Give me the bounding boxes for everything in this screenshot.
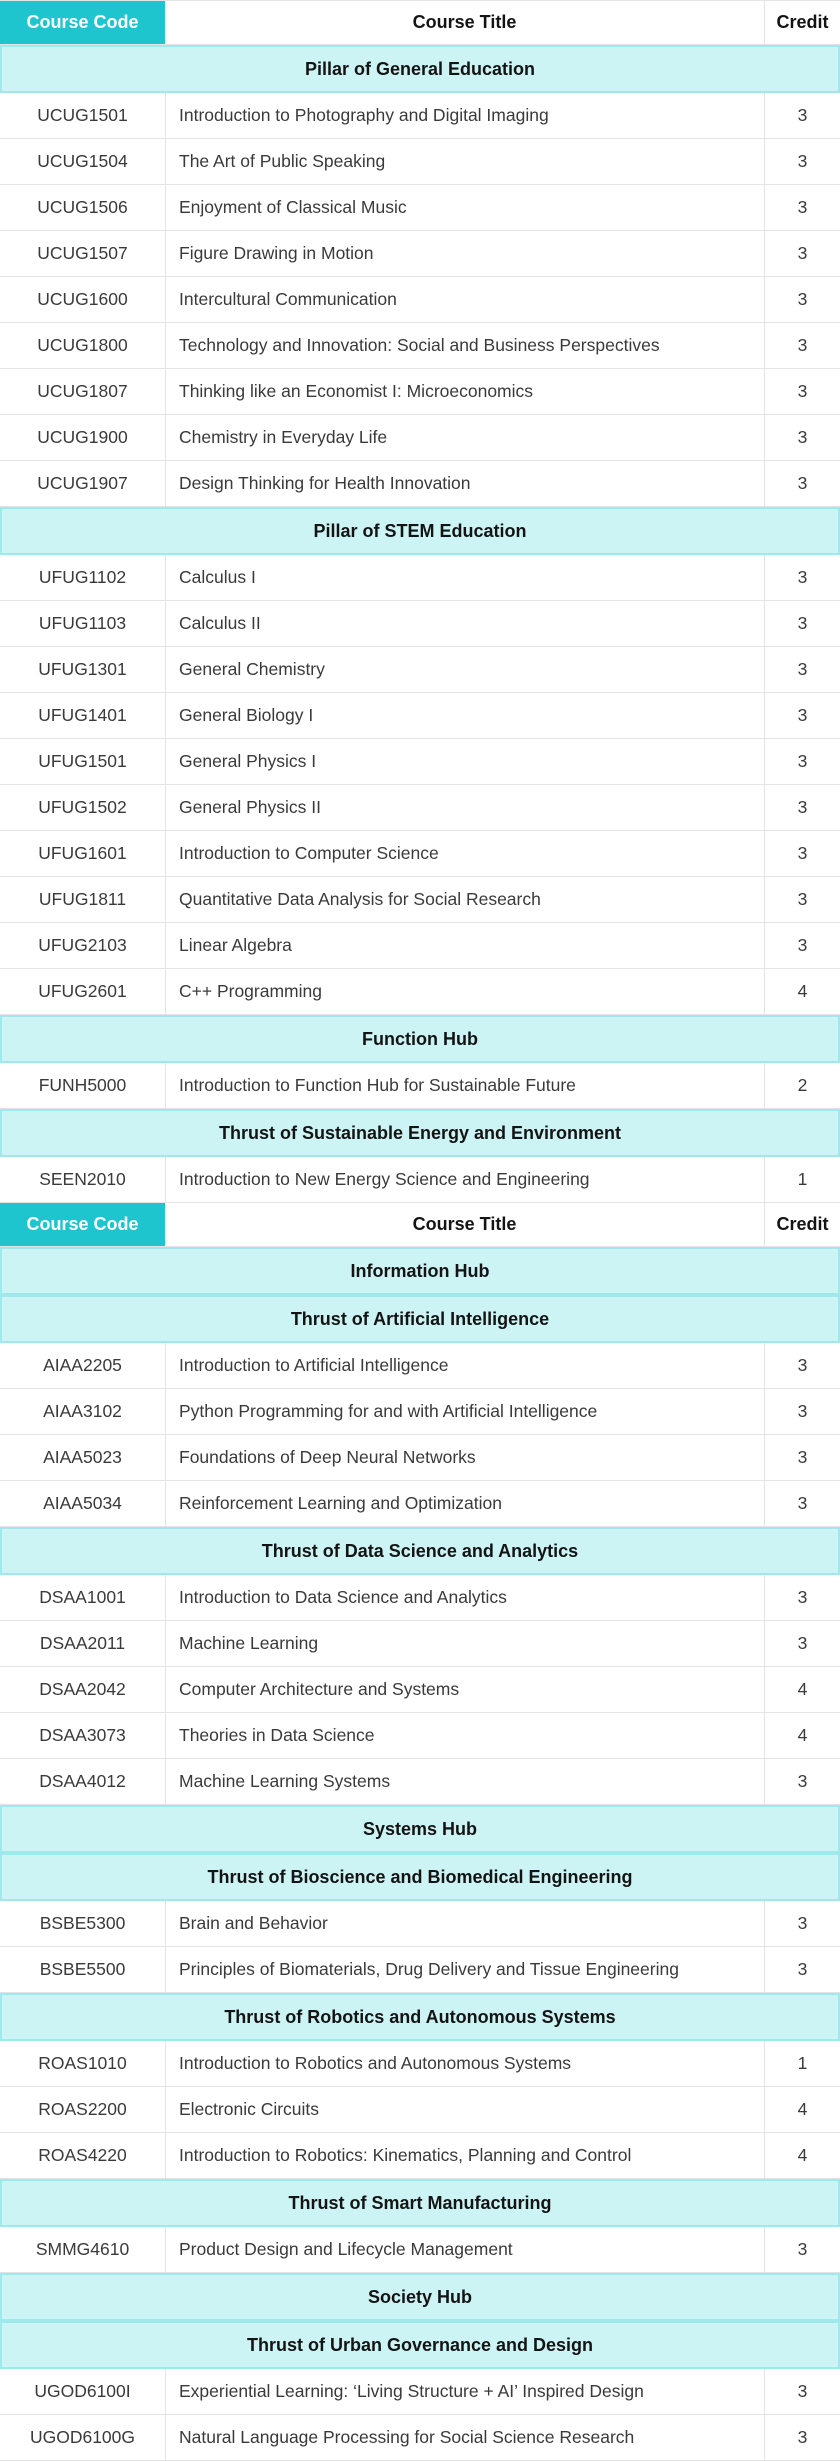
- course-row: [0, 923, 840, 969]
- course-code: ROAS2200: [38, 2099, 127, 2119]
- section-label: Information Hub: [350, 1260, 490, 1281]
- course-row: [0, 185, 840, 231]
- course-title: C++ Programming: [165, 969, 765, 1014]
- section-label: Thrust of Bioscience and Biomedical Engineering: [207, 1866, 633, 1887]
- course-credit: 4: [797, 1725, 808, 1745]
- course-credit: 3: [797, 473, 808, 493]
- course-code: UGOD6100G: [29, 2427, 136, 2447]
- section-label: Thrust of Artificial Intelligence: [290, 1308, 550, 1329]
- course-title: Introduction to Computer Science: [165, 831, 765, 876]
- course-credit: 3: [797, 1771, 808, 1791]
- course-row: [0, 1435, 840, 1481]
- course-row: [0, 785, 840, 831]
- course-title: Calculus I: [165, 555, 765, 600]
- table-header-row: [0, 1, 840, 45]
- course-title: Introduction to New Energy Science and Engineering: [165, 1157, 765, 1202]
- course-row: [0, 555, 840, 601]
- course-credit: 3: [797, 843, 808, 863]
- course-title: The Art of Public Speaking: [165, 139, 765, 184]
- course-title: General Physics II: [165, 785, 765, 830]
- course-credit: 3: [797, 381, 808, 401]
- course-title: General Physics I: [165, 739, 765, 784]
- course-title: Machine Learning Systems: [165, 1759, 765, 1804]
- section-header-row: [0, 1015, 840, 1063]
- header-credit: Credit: [776, 1214, 829, 1234]
- course-row: [0, 277, 840, 323]
- course-credit: 3: [797, 751, 808, 771]
- course-row: [0, 1901, 840, 1947]
- section-header-row: [0, 2179, 840, 2227]
- course-credit: 3: [797, 2427, 808, 2447]
- course-credit: 3: [797, 151, 808, 171]
- course-credit: 3: [797, 1959, 808, 1979]
- header-course-title: Course Title: [165, 1, 765, 44]
- course-code: BSBE5300: [39, 1913, 126, 1933]
- course-code: UCUG1907: [37, 473, 128, 493]
- course-title: Electronic Circuits: [165, 2087, 765, 2132]
- section-label: Function Hub: [362, 1028, 478, 1049]
- course-credit: 3: [797, 797, 808, 817]
- course-code: DSAA2011: [39, 1633, 126, 1653]
- course-credit: 1: [797, 2053, 808, 2073]
- course-credit: 4: [797, 981, 808, 1001]
- course-code: UCUG1600: [37, 289, 128, 309]
- course-credit: 3: [797, 289, 808, 309]
- course-code: UFUG1601: [38, 843, 127, 863]
- course-code: UCUG1900: [37, 427, 128, 447]
- section-header-row: [0, 1805, 840, 1853]
- course-code: DSAA1001: [39, 1587, 126, 1607]
- header-course-code: Course Code: [0, 1203, 165, 1246]
- course-title: Thinking like an Economist I: Microeconomics: [165, 369, 765, 414]
- course-credit: 3: [797, 567, 808, 587]
- course-code: ROAS4220: [38, 2145, 127, 2165]
- course-row: [0, 461, 840, 507]
- section-label: Pillar of General Education: [304, 58, 536, 79]
- course-title: Machine Learning: [165, 1621, 765, 1666]
- section-header-row: [0, 1247, 840, 1295]
- section-label: Society Hub: [367, 2286, 473, 2307]
- course-code: DSAA4012: [39, 1771, 126, 1791]
- section-header-row: [0, 2273, 840, 2321]
- course-row: [0, 601, 840, 647]
- course-code: UCUG1507: [37, 243, 128, 263]
- course-code: UFUG1103: [38, 613, 127, 633]
- section-label: Pillar of STEM Education: [313, 520, 527, 541]
- course-row: [0, 877, 840, 923]
- course-row: [0, 2227, 840, 2273]
- table-header-row: [0, 1203, 840, 1247]
- course-code: UCUG1506: [37, 197, 128, 217]
- course-code: UGOD6100I: [34, 2381, 131, 2401]
- course-code: UFUG1301: [38, 659, 127, 679]
- course-title: Intercultural Communication: [165, 277, 765, 322]
- section-header-row: [0, 507, 840, 555]
- course-title: Product Design and Lifecycle Management: [165, 2227, 765, 2272]
- course-row: [0, 1713, 840, 1759]
- course-row: [0, 831, 840, 877]
- section-header-row: [0, 45, 840, 93]
- section-header-row: [0, 1295, 840, 1343]
- section-header-row: [0, 1527, 840, 1575]
- course-code: UFUG1811: [38, 889, 127, 909]
- course-credit: 4: [797, 2099, 808, 2119]
- course-row: [0, 1389, 840, 1435]
- section-label: Systems Hub: [362, 1818, 478, 1839]
- header-course-code: Course Code: [0, 1, 165, 44]
- course-credit: 3: [797, 1447, 808, 1467]
- course-title: Linear Algebra: [165, 923, 765, 968]
- header-credit: Credit: [776, 12, 829, 32]
- course-row: [0, 1667, 840, 1713]
- course-credit: 3: [797, 1401, 808, 1421]
- course-code: BSBE5500: [39, 1959, 126, 1979]
- section-header-row: [0, 1993, 840, 2041]
- course-code: AIAA2205: [43, 1355, 122, 1375]
- course-code: UCUG1501: [37, 105, 128, 125]
- course-code: DSAA3073: [39, 1725, 126, 1745]
- course-code: UCUG1504: [37, 151, 128, 171]
- course-code: SEEN2010: [39, 1169, 126, 1189]
- section-label: Thrust of Robotics and Autonomous Systems: [224, 2006, 616, 2027]
- course-row: [0, 647, 840, 693]
- course-title: Theories in Data Science: [165, 1713, 765, 1758]
- course-row: [0, 693, 840, 739]
- course-row: [0, 415, 840, 461]
- course-row: [0, 1575, 840, 1621]
- course-code: FUNH5000: [38, 1075, 127, 1095]
- section-label: Thrust of Urban Governance and Design: [246, 2334, 594, 2355]
- course-row: [0, 2415, 840, 2461]
- course-row: [0, 93, 840, 139]
- course-code: UCUG1800: [37, 335, 128, 355]
- course-credit: 1: [797, 1169, 808, 1189]
- course-title: Introduction to Photography and Digital Imaging: [165, 93, 765, 138]
- course-credit: 3: [797, 889, 808, 909]
- course-credit: 3: [797, 197, 808, 217]
- course-code: UFUG1502: [38, 797, 127, 817]
- course-credit: 3: [797, 659, 808, 679]
- course-credit: 3: [797, 2381, 808, 2401]
- course-row: [0, 2087, 840, 2133]
- course-title: Experiential Learning: ‘Living Structure + AI’ Inspired Design: [165, 2369, 765, 2414]
- course-code: DSAA2042: [39, 1679, 126, 1699]
- course-code: AIAA3102: [43, 1401, 122, 1421]
- course-code: UFUG2601: [38, 981, 127, 1001]
- course-title: General Chemistry: [165, 647, 765, 692]
- course-code: UFUG2103: [38, 935, 127, 955]
- course-title: General Biology I: [165, 693, 765, 738]
- course-code: UFUG1401: [38, 705, 127, 725]
- course-title: Calculus II: [165, 601, 765, 646]
- course-credit: 3: [797, 1913, 808, 1933]
- course-credit: 3: [797, 705, 808, 725]
- course-credit: 3: [797, 1633, 808, 1653]
- course-title: Quantitative Data Analysis for Social Research: [165, 877, 765, 922]
- course-row: [0, 1157, 840, 1203]
- course-row: [0, 231, 840, 277]
- course-credit: 3: [797, 243, 808, 263]
- course-credit: 3: [797, 105, 808, 125]
- course-title: Python Programming for and with Artificial Intelligence: [165, 1389, 765, 1434]
- course-title: Figure Drawing in Motion: [165, 231, 765, 276]
- section-label: Thrust of Smart Manufacturing: [288, 2192, 552, 2213]
- course-row: [0, 2369, 840, 2415]
- course-row: [0, 1063, 840, 1109]
- course-code: UFUG1102: [38, 567, 127, 587]
- course-row: [0, 1481, 840, 1527]
- course-code: UFUG1501: [38, 751, 127, 771]
- course-title: Technology and Innovation: Social and Business Perspectives: [165, 323, 765, 368]
- course-title: Enjoyment of Classical Music: [165, 185, 765, 230]
- course-row: [0, 1947, 840, 1993]
- course-credit: 4: [797, 2145, 808, 2165]
- course-code: SMMG4610: [35, 2239, 130, 2259]
- course-row: [0, 2133, 840, 2179]
- course-credit: 3: [797, 1355, 808, 1375]
- course-title: Foundations of Deep Neural Networks: [165, 1435, 765, 1480]
- course-code: AIAA5023: [43, 1447, 122, 1467]
- course-credit: 3: [797, 1493, 808, 1513]
- course-row: [0, 1759, 840, 1805]
- course-title: Introduction to Data Science and Analytics: [165, 1575, 765, 1620]
- course-row: [0, 369, 840, 415]
- course-credit: 4: [797, 1679, 808, 1699]
- course-credit: 3: [797, 335, 808, 355]
- course-row: [0, 2041, 840, 2087]
- course-title: Introduction to Function Hub for Sustainable Future: [165, 1063, 765, 1108]
- course-credit: 3: [797, 613, 808, 633]
- course-credit: 3: [797, 935, 808, 955]
- section-label: Thrust of Sustainable Energy and Environment: [218, 1122, 622, 1143]
- course-row: [0, 1621, 840, 1667]
- course-title: Natural Language Processing for Social Science Research: [165, 2415, 765, 2460]
- course-title: Principles of Biomaterials, Drug Delivery and Tissue Engineering: [165, 1947, 765, 1992]
- course-credit: 3: [797, 1587, 808, 1607]
- section-header-row: [0, 1109, 840, 1157]
- course-title: Introduction to Robotics: Kinematics, Planning and Control: [165, 2133, 765, 2178]
- section-header-row: [0, 1853, 840, 1901]
- course-row: [0, 323, 840, 369]
- course-title: Chemistry in Everyday Life: [165, 415, 765, 460]
- course-title: Reinforcement Learning and Optimization: [165, 1481, 765, 1526]
- course-credit: 3: [797, 427, 808, 447]
- course-title: Computer Architecture and Systems: [165, 1667, 765, 1712]
- course-code: UCUG1807: [37, 381, 128, 401]
- header-course-title: Course Title: [165, 1203, 765, 1246]
- course-title: Introduction to Artificial Intelligence: [165, 1343, 765, 1388]
- course-credit: 3: [797, 2239, 808, 2259]
- course-title: Introduction to Robotics and Autonomous Systems: [165, 2041, 765, 2086]
- course-code: ROAS1010: [38, 2053, 127, 2073]
- section-header-row: [0, 2321, 840, 2369]
- course-code: AIAA5034: [43, 1493, 122, 1513]
- course-row: [0, 139, 840, 185]
- course-row: [0, 1343, 840, 1389]
- course-row: [0, 739, 840, 785]
- course-title: Design Thinking for Health Innovation: [165, 461, 765, 506]
- course-row: [0, 969, 840, 1015]
- section-label: Thrust of Data Science and Analytics: [261, 1540, 579, 1561]
- course-title: Brain and Behavior: [165, 1901, 765, 1946]
- course-credit: 2: [797, 1075, 808, 1095]
